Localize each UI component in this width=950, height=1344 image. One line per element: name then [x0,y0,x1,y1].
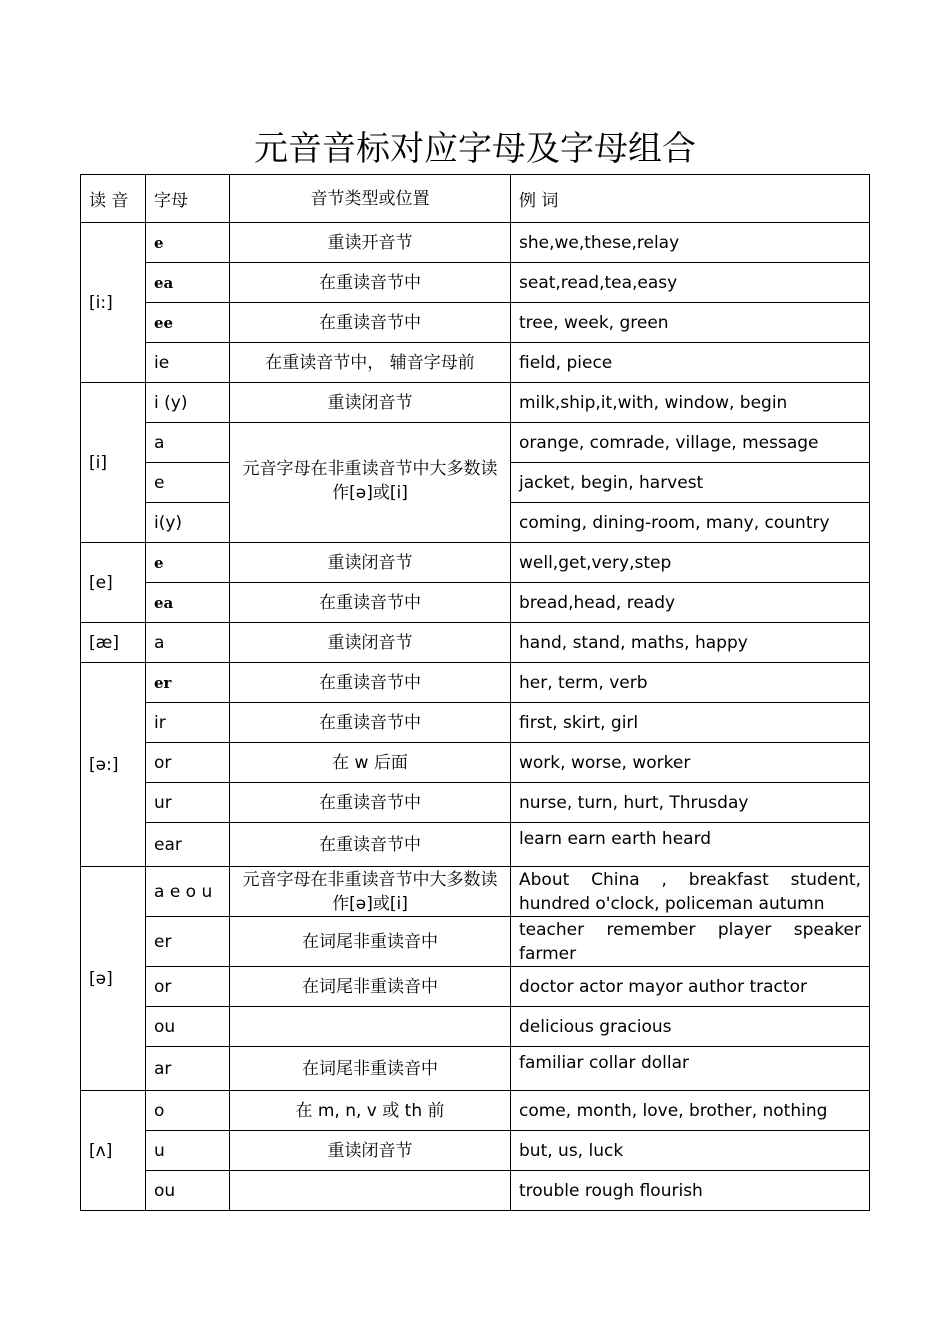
examples-cell: familiar collar dollar [511,1047,870,1091]
table-row [81,663,870,703]
table-row [81,223,870,263]
sound-cell: [ʌ] [81,1091,146,1211]
examples-line: About China , breakfast student, [519,869,861,890]
letters-cell: er [146,917,230,967]
header-sound: 读 音 [81,175,146,223]
table-row [81,583,870,623]
examples-cell: milk,ship,it,with, window, begin [511,383,870,423]
table-row [81,303,870,343]
header-examples: 例 词 [511,175,870,223]
examples-cell: well,get,very,step [511,543,870,583]
table-row [81,1091,870,1131]
examples-cell: field, piece [511,343,870,383]
table-row [81,967,870,1007]
sound-cell: [e] [81,543,146,623]
table-row [81,917,870,967]
letters-cell: or [146,743,230,783]
position-cell: 在重读音节中 [230,263,511,303]
table-row [81,743,870,783]
examples-cell: her, term, verb [511,663,870,703]
letters-cell: ie [146,343,230,383]
letters-cell: ir [146,703,230,743]
table-row [81,867,870,917]
table-row [81,1047,870,1091]
examples-cell: coming, dining-room, many, country [511,503,870,543]
letters-cell: u [146,1131,230,1171]
examples-cell: seat,read,tea,easy [511,263,870,303]
table-row [81,703,870,743]
position-cell: 在重读音节中 [230,303,511,343]
position-cell: 元音字母在非重读音节中大多数读作[ə]或[i] [230,423,511,543]
position-cell: 在重读音节中 [230,703,511,743]
examples-cell: learn earn earth heard [511,823,870,867]
header-letters: 字母 [146,175,230,223]
examples-cell: orange, comrade, village, message [511,423,870,463]
page-title: 元音音标对应字母及字母组合 [254,129,696,169]
letters-cell: ea [146,263,230,303]
examples-line: farmer [519,943,577,964]
table-row [81,1131,870,1171]
table-row [81,383,870,423]
letters-cell: e [146,223,230,263]
header-position: 音节类型或位置 [230,175,511,223]
sound-cell: [æ] [81,623,146,663]
letters-cell: ou [146,1171,230,1211]
position-cell: 在词尾非重读音中 [230,967,511,1007]
position-cell: 在重读音节中 [230,823,511,867]
examples-cell: nurse, turn, hurt, Thrusday [511,783,870,823]
letters-cell: i (y) [146,383,230,423]
examples-cell: work, worse, worker [511,743,870,783]
vowel-table [80,174,870,1211]
examples-cell: bread,head, ready [511,583,870,623]
position-cell: 重读闭音节 [230,623,511,663]
examples-cell: delicious gracious [511,1007,870,1047]
table-row [81,623,870,663]
position-cell [230,1171,511,1211]
examples-cell: first, skirt, girl [511,703,870,743]
position-cell [230,1007,511,1047]
letters-cell: i(y) [146,503,230,543]
examples-cell [511,867,870,917]
position-cell: 重读开音节 [230,223,511,263]
examples-cell: hand, stand, maths, happy [511,623,870,663]
letters-cell: a [146,423,230,463]
letters-cell: ou [146,1007,230,1047]
letters-cell: ee [146,303,230,343]
position-cell: 在 w 后面 [230,743,511,783]
examples-cell: she,we,these,relay [511,223,870,263]
letters-cell: or [146,967,230,1007]
sound-cell: [i] [81,383,146,543]
table-row [81,1171,870,1211]
table-row [81,263,870,303]
letters-cell: ear [146,823,230,867]
position-cell: 在词尾非重读音中 [230,1047,511,1091]
letters-cell: a [146,623,230,663]
position-cell: 在重读音节中 [230,663,511,703]
table-row [81,1007,870,1047]
position-cell: 在 m, n, v 或 th 前 [230,1091,511,1131]
position-cell: 在重读音节中， 辅音字母前 [230,343,511,383]
examples-line: hundred o'clock, policeman autumn [519,893,825,914]
examples-line: teacher remember player speaker [519,919,861,940]
examples-cell: jacket, begin, harvest [511,463,870,503]
letters-cell: ea [146,583,230,623]
examples-cell [511,917,870,967]
sound-cell: [ə:] [81,663,146,867]
sound-cell: [i:] [81,223,146,383]
sound-cell: [ə] [81,867,146,1091]
letters-cell: o [146,1091,230,1131]
table-row [81,543,870,583]
position-cell: 重读闭音节 [230,383,511,423]
header-row [81,175,870,223]
position-cell: 重读闭音节 [230,1131,511,1171]
letters-cell: er [146,663,230,703]
examples-cell: trouble rough flourish [511,1171,870,1211]
position-cell: 在词尾非重读音中 [230,917,511,967]
position-cell: 在重读音节中 [230,783,511,823]
letters-cell: ur [146,783,230,823]
examples-cell: doctor actor mayor author tractor [511,967,870,1007]
table-row [81,343,870,383]
table-row [81,783,870,823]
letters-cell: e [146,543,230,583]
examples-cell: come, month, love, brother, nothing [511,1091,870,1131]
letters-cell: e [146,463,230,503]
letters-cell: a e o u [146,867,230,917]
examples-cell: tree, week, green [511,303,870,343]
position-cell: 重读闭音节 [230,543,511,583]
position-cell: 在重读音节中 [230,583,511,623]
position-cell: 元音字母在非重读音节中大多数读作[ə]或[i] [230,867,511,917]
letters-cell: ar [146,1047,230,1091]
table-row [81,423,870,463]
table-row [81,823,870,867]
examples-cell: but, us, luck [511,1131,870,1171]
